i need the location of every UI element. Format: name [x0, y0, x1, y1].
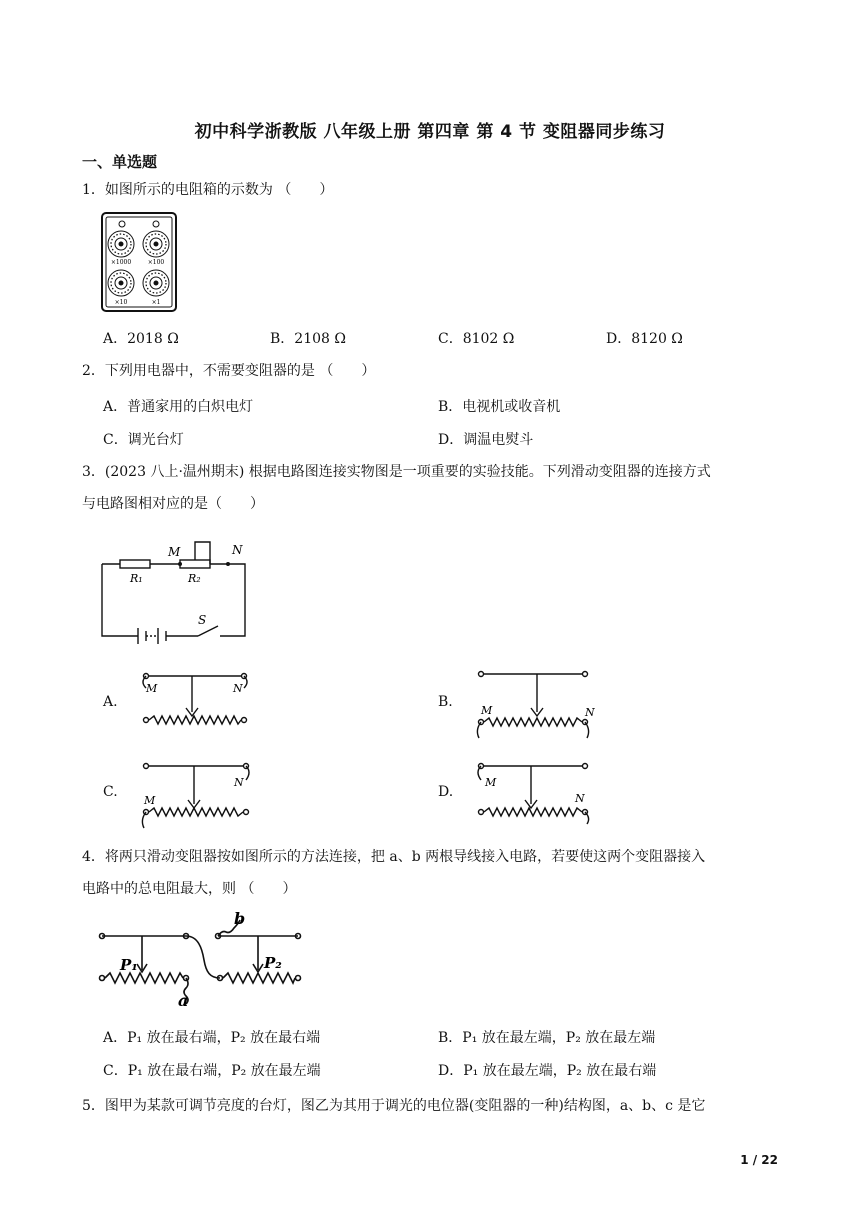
label-b: b — [234, 909, 246, 928]
q4-option-d: D．P₁ 放在最左端，P₂ 放在最右端 — [438, 1063, 657, 1079]
q1-option-c: C．8102 Ω — [438, 331, 515, 347]
svg-text:M: M — [144, 794, 156, 807]
label-p2: P₂ — [264, 954, 282, 972]
q3-option-a: A. — [103, 694, 118, 710]
section-heading: 一、单选题 — [82, 153, 158, 171]
q1-option-a: A．2018 Ω — [103, 331, 179, 347]
page-number: 1 / 22 — [740, 1153, 778, 1167]
label-p1: P₁ — [120, 956, 138, 974]
q2-option-c: C．调光台灯 — [103, 432, 184, 448]
dial-label-100: ×100 — [147, 259, 165, 266]
label-r1: R₁ — [130, 572, 143, 585]
q1-option-b: B．2108 Ω — [270, 331, 346, 347]
resistance-box-figure — [101, 212, 177, 312]
svg-text:N: N — [233, 682, 243, 695]
question-3-stem-line1: 3．(2023 八上·温州期末) 根据电路图连接实物图是一项重要的实验技能。下列滑动变阻器的连接方式 — [82, 464, 711, 480]
label-r2: R₂ — [188, 572, 201, 585]
question-1-stem: 1．如图所示的电阻箱的示数为 （ ） — [82, 182, 334, 198]
q3-option-d: D. — [438, 784, 454, 800]
dial-label-10: ×10 — [114, 299, 128, 306]
q1-option-d: D．8120 Ω — [606, 331, 683, 347]
q3-option-d-rheostat — [475, 760, 599, 826]
question-3-stem-line2: 与电路图相对应的是（ ） — [82, 496, 264, 512]
q3-option-b: B. — [438, 694, 453, 710]
page-title: 初中科学浙教版 八年级上册 第四章 第 4 节 变阻器同步练习 — [194, 122, 666, 142]
q4-option-b: B．P₁ 放在最左端，P₂ 放在最左端 — [438, 1030, 656, 1046]
svg-text:N: N — [575, 792, 585, 805]
svg-text:N: N — [234, 776, 244, 789]
question-4-stem-line2: 电路中的总电阻最大，则 （ ） — [82, 881, 297, 897]
q2-option-d: D．调温电熨斗 — [438, 432, 534, 448]
label-s: S — [198, 613, 207, 627]
q3-circuit-diagram — [100, 536, 250, 642]
q3-option-b-rheostat — [475, 668, 599, 740]
dial-label-1: ×1 — [151, 299, 161, 306]
q3-option-c: C. — [103, 784, 118, 800]
q2-option-b: B．电视机或收音机 — [438, 399, 561, 415]
svg-text:M: M — [146, 682, 158, 695]
q2-option-a: A．普通家用的白炽电灯 — [103, 399, 254, 415]
dial-label-1000: ×1000 — [110, 259, 132, 266]
question-2-stem: 2．下列用电器中，不需要变阻器的是 （ ） — [82, 363, 376, 379]
question-5-stem-line1: 5．图甲为某款可调节亮度的台灯，图乙为其用于调光的电位器(变阻器的一种)结构图，a、b、c 是它 — [82, 1098, 706, 1114]
svg-text:M: M — [481, 704, 493, 717]
q4-two-rheostats-figure — [98, 908, 304, 1008]
label-m: M — [168, 545, 181, 559]
q4-option-a: A．P₁ 放在最右端，P₂ 放在最右端 — [103, 1030, 321, 1046]
question-4-stem-line1: 4．将两只滑动变阻器按如图所示的方法连接，把 a、b 两根导线接入电路，若要使这两个变阻器接入 — [82, 849, 706, 865]
svg-text:N: N — [585, 706, 595, 719]
q3-option-a-rheostat — [140, 668, 254, 730]
svg-text:M: M — [485, 776, 497, 789]
q3-option-c-rheostat — [140, 760, 256, 830]
q4-option-c: C．P₁ 放在最右端，P₂ 放在最左端 — [103, 1063, 321, 1079]
label-a: a — [178, 991, 189, 1010]
label-n: N — [232, 543, 243, 557]
